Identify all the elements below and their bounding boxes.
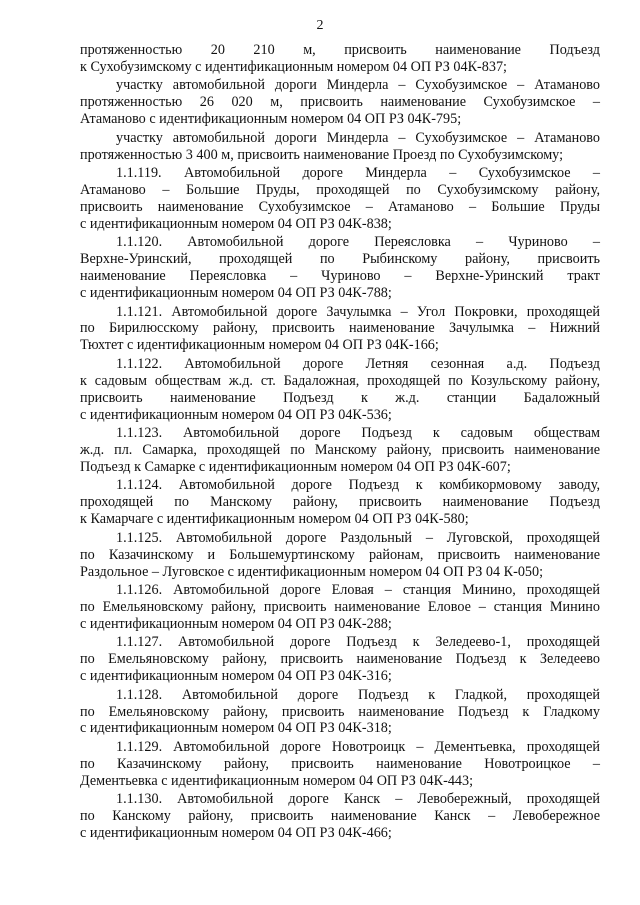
document-paragraph: [80, 687, 600, 738]
paragraph-line: по Емельяновскому району, присвоить наименование Еловое – станция Минино: [80, 598, 600, 615]
paragraph-line: с идентификационным номером 04 ОП РЗ 04К-788;: [80, 285, 392, 302]
paragraph-line: Тюхтет с идентификационным номером 04 ОП РЗ 04К-166;: [80, 337, 439, 354]
document-paragraph: [80, 234, 600, 302]
paragraph-line: участку автомобильной дороги Миндерла – Сухобузимское – Атаманово: [116, 129, 600, 146]
document-paragraph: [80, 739, 600, 790]
paragraph-line: 1.1.121. Автомобильной дороге Зачулымка – Угол Покровки, проходящей: [116, 303, 600, 320]
paragraph-line: по Емельяновскому району, присвоить наименование Подъезд к Гладкому: [80, 703, 600, 720]
paragraph-line: 1.1.127. Автомобильной дороге Подъезд к Зеледеево-1, проходящей: [116, 634, 600, 651]
document-paragraph: [80, 634, 600, 685]
paragraph-line: присвоить наименование Подъезд к ж.д. станции Бадаложный: [80, 389, 600, 406]
paragraph-line: к Камарчаге с идентификационным номером 04 ОП РЗ 04К-580;: [80, 511, 469, 528]
paragraph-line: участку автомобильной дороги Миндерла – Сухобузимское – Атаманово: [116, 77, 600, 94]
paragraph-line: Дементьевка с идентификационным номером 04 ОП РЗ 04К-443;: [80, 772, 474, 789]
page-number: 2: [316, 18, 324, 33]
paragraph-line: проходящей по Манскому району, присвоить наименование Подъезд: [80, 494, 600, 511]
paragraph-line: с идентификационным номером 04 ОП РЗ 04К-466;: [80, 825, 392, 842]
paragraph-line: Подъезд к Самарке с идентификационным номером 04 ОП РЗ 04К-607;: [80, 458, 511, 475]
document-paragraph: [80, 304, 600, 355]
paragraph-line: 1.1.123. Автомобильной дороге Подъезд к садовым обществам: [116, 425, 600, 442]
paragraph-line: 1.1.119. Автомобильной дороге Миндерла – Сухобузимское –: [116, 165, 600, 182]
document-paragraph: [80, 582, 600, 633]
document-paragraph: [80, 477, 600, 528]
paragraph-line: 1.1.120. Автомобильной дороге Переясловка – Чуриново –: [116, 234, 600, 251]
paragraph-line: 1.1.130. Автомобильной дороге Канск – Левобережный, проходящей: [116, 791, 600, 808]
document-paragraph: [80, 425, 600, 476]
paragraph-line: с идентификационным номером 04 ОП РЗ 04К-316;: [80, 668, 392, 685]
paragraph-line: протяженностью 20 210 м, присвоить наименование Подъезд: [80, 42, 600, 58]
paragraph-line: по Емельяновскому району, присвоить наименование Подъезд к Зеледеево: [80, 651, 600, 668]
paragraph-line: с идентификационным номером 04 ОП РЗ 04К-288;: [80, 615, 392, 632]
paragraph-line: Атаманово – Большие Пруды, проходящей по Сухобузимскому району,: [80, 182, 600, 199]
paragraph-line: 1.1.128. Автомобильной дороге Подъезд к Гладкой, проходящей: [116, 686, 600, 703]
paragraph-line: протяженностью 3 400 м, присвоить наименование Проезд по Сухобузимскому;: [80, 146, 564, 163]
paragraph-line: 1.1.124. Автомобильной дороге Подъезд к комбикормовому заводу,: [116, 477, 600, 494]
document-paragraph: [80, 530, 600, 581]
document-paragraph: [80, 42, 600, 76]
paragraph-line: протяженностью 26 020 м, присвоить наименование Сухобузимское –: [80, 94, 600, 111]
paragraph-line: по Канскому району, присвоить наименование Канск – Левобережное: [80, 808, 600, 825]
paragraph-line: с идентификационным номером 04 ОП РЗ 04К-838;: [80, 215, 392, 232]
paragraph-line: 1.1.125. Автомобильной дороге Раздольный – Луговской, проходящей: [116, 529, 600, 546]
paragraph-line: с идентификационным номером 04 ОП РЗ 04К-536;: [80, 406, 392, 423]
document-paragraph: [80, 791, 600, 842]
document-paragraph: [80, 77, 600, 128]
paragraph-line: 1.1.129. Автомобильной дороге Новотроицк – Дементьевка, проходящей: [116, 738, 600, 755]
document-paragraph: [80, 130, 600, 164]
paragraph-line: Верхне-Уринский, проходящей по Рыбинскому району, присвоить: [80, 251, 600, 268]
document-body: [80, 42, 600, 842]
paragraph-line: Атаманово с идентификационным номером 04 ОП РЗ 04К-795;: [80, 111, 462, 128]
paragraph-line: к Сухобузимскому с идентификационным номером 04 ОП РЗ 04К-837;: [80, 58, 507, 75]
paragraph-line: по Казачинскому району, присвоить наименование Новотроицкое –: [80, 755, 600, 772]
document-paragraph: [80, 165, 600, 233]
paragraph-line: 1.1.122. Автомобильной дороге Летняя сезонная а.д. Подъезд: [116, 355, 600, 372]
paragraph-line: присвоить наименование Сухобузимское – Атаманово – Большие Пруды: [80, 198, 600, 215]
paragraph-line: Раздольное – Луговское с идентификационным номером 04 ОП РЗ 04 К-050;: [80, 563, 544, 580]
paragraph-line: к садовым обществам ж.д. ст. Бадаложная, проходящей по Козульскому району,: [80, 372, 600, 389]
document-paragraph: [80, 356, 600, 424]
paragraph-line: наименование Переясловка – Чуриново – Верхне-Уринский тракт: [80, 268, 600, 285]
paragraph-line: ж.д. пл. Самарка, проходящей по Манскому району, присвоить наименование: [80, 442, 600, 458]
paragraph-line: с идентификационным номером 04 ОП РЗ 04К-318;: [80, 720, 392, 737]
paragraph-line: по Бирилюсскому району, присвоить наименование Зачулымка – Нижний: [80, 320, 600, 337]
paragraph-line: 1.1.126. Автомобильной дороге Еловая – станция Минино, проходящей: [116, 582, 600, 599]
paragraph-line: по Казачинскому и Большемуртинскому районам, присвоить наименование: [80, 546, 600, 563]
